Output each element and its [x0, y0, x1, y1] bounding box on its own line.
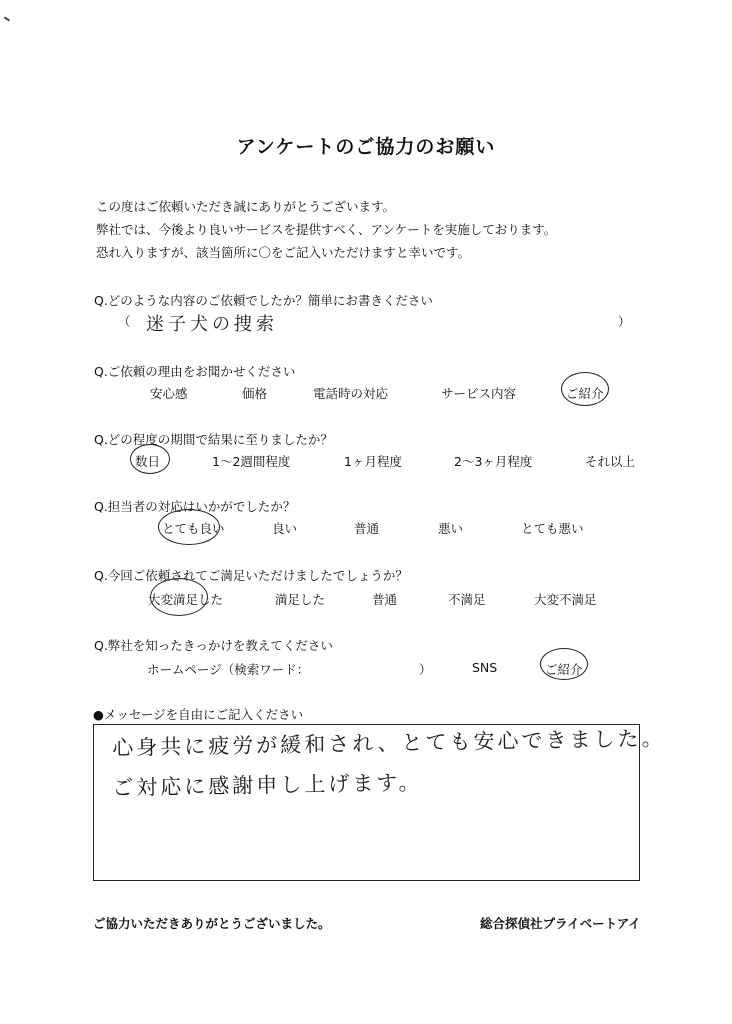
q3-selection-circle — [130, 444, 170, 474]
intro-line-1: この度はご依頼いただき誠にありがとうございます。 — [96, 199, 396, 214]
question-5: Q.今回ご依頼されてご満足いただけましたでしょうか？ — [94, 568, 408, 583]
message-handwritten-line-2: ご対応に感謝申し上げます。 — [112, 770, 423, 800]
footer-company: 総合探偵社プライベートアイ — [480, 916, 641, 931]
q5-option-taihenfumanzoku[interactable]: 大変不満足 — [534, 592, 597, 607]
question-6: Q.弊社を知ったきっかけを教えてください — [94, 638, 333, 653]
q2-option-service[interactable]: サービス内容 — [441, 386, 517, 401]
q6-paren-close: ） — [419, 662, 432, 677]
question-3: Q.どの程度の期間で結果に至りましたか？ — [94, 432, 333, 447]
q4-option-futsuu[interactable]: 普通 — [354, 521, 380, 536]
q3-option-suujitsu[interactable]: 数日 — [135, 454, 161, 469]
intro-line-3: 恐れ入りますが、該当箇所に〇をご記入いただけますと幸いです。 — [96, 245, 471, 260]
q6-option-goshoukai[interactable]: ご紹介 — [545, 662, 583, 677]
q1-paren-close: ） — [618, 314, 631, 329]
q3-option-1-2weeks[interactable]: 1～2週間程度 — [212, 454, 291, 469]
q4-selection-circle — [158, 509, 220, 545]
q3-option-1month[interactable]: 1ヶ月程度 — [344, 454, 402, 469]
q2-option-kakaku[interactable]: 価格 — [242, 386, 268, 401]
q1-handwritten-answer[interactable]: 迷子犬の捜索 — [146, 314, 278, 335]
message-handwritten-line-1: 心身共に疲労が緩和され、とても安心できました。 — [112, 726, 666, 760]
q2-selection-circle — [561, 372, 609, 406]
q2-option-denwa[interactable]: 電話時の対応 — [313, 386, 389, 401]
scan-mark — [4, 16, 10, 21]
q4-option-warui[interactable]: 悪い — [438, 521, 464, 536]
q6-option-homepage[interactable]: ホームページ（検索ワード： — [147, 662, 310, 677]
q6-option-sns[interactable]: SNS — [472, 660, 498, 675]
message-heading: ●メッセージを自由にご記入ください — [93, 707, 304, 722]
q5-option-manzoku[interactable]: 満足した — [275, 592, 326, 607]
q5-option-fumanzoku[interactable]: 不満足 — [448, 592, 486, 607]
q2-option-anshinkan[interactable]: 安心感 — [150, 386, 188, 401]
intro-line-2: 弊社では、今後より良いサービスを提供すべく、アンケートを実施しております。 — [96, 222, 557, 237]
question-1: Q.どのような内容のご依頼でしたか？簡単にお書きください — [94, 293, 433, 308]
q3-option-2-3months[interactable]: 2～3ヶ月程度 — [454, 454, 533, 469]
q5-selection-circle — [150, 578, 208, 616]
q5-option-futsuu[interactable]: 普通 — [372, 592, 398, 607]
q4-option-totemoyoi[interactable]: とても良い — [162, 521, 225, 536]
q3-option-more[interactable]: それ以上 — [585, 454, 636, 469]
footer-thanks: ご協力いただきありがとうございました。 — [93, 916, 331, 931]
page-title: アンケートのご協力のお願い — [236, 136, 496, 158]
q1-paren-open: （ — [118, 314, 131, 329]
q4-option-totemowarui[interactable]: とても悪い — [521, 521, 584, 536]
q5-option-taihenmanzoku[interactable]: 大変満足した — [148, 592, 224, 607]
q6-selection-circle — [540, 648, 588, 680]
question-2: Q.ご依頼の理由をお聞かせください — [94, 364, 296, 379]
q2-option-goshoukai[interactable]: ご紹介 — [566, 386, 604, 401]
q4-option-yoi[interactable]: 良い — [272, 521, 298, 536]
question-4: Q.担当者の対応はいかがでしたか？ — [94, 499, 296, 514]
